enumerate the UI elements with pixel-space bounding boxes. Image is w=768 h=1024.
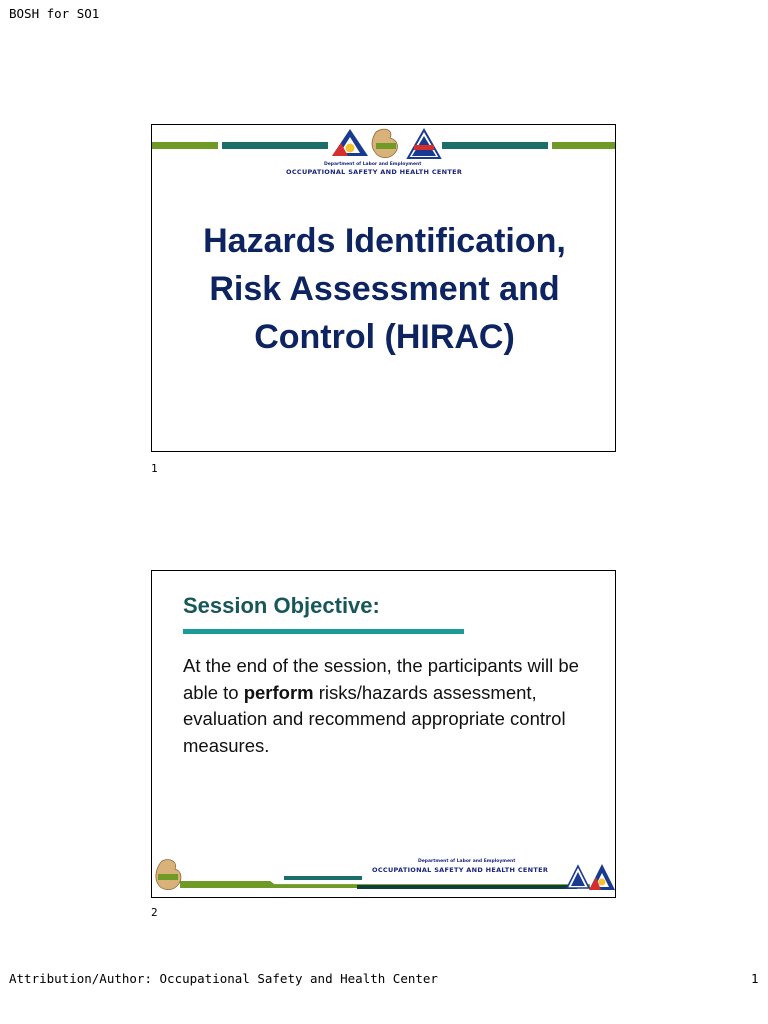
org-department: Department of Labor and Employment <box>324 162 422 167</box>
slide-2-body <box>183 653 593 759</box>
slide-1-title-line-1: Hazards Identification, <box>203 222 566 260</box>
slide-2-title: Session Objective: <box>183 593 380 618</box>
document-footer-attribution: Attribution/Author: Occupational Safety and Health Center <box>9 971 438 986</box>
slide-1-title-line-2: Risk Assessment and <box>209 270 560 308</box>
header-band-green-right <box>552 142 616 149</box>
slide-2-footer <box>152 856 616 898</box>
body-text-start: At the end of the session, the participants will be able to <box>183 655 579 703</box>
ph-map-seal-icon <box>154 858 184 892</box>
dole-logo-icon <box>332 129 368 156</box>
header-band-teal-right <box>442 142 548 149</box>
slide-2 <box>151 570 616 898</box>
oshc-logo-icon <box>408 130 440 158</box>
body-text-bold: perform <box>243 681 314 703</box>
slide-2-number: 2 <box>151 906 158 919</box>
slide-1 <box>151 124 616 452</box>
footer-org-department: Department of Labor and Employment <box>418 859 516 864</box>
document-header: BOSH for SO1 <box>9 6 100 21</box>
dole-logo-icon <box>589 864 615 890</box>
title-underline <box>183 629 464 634</box>
org-center: OCCUPATIONAL SAFETY AND HEALTH CENTER <box>286 168 463 176</box>
footer-band-teal <box>284 876 362 880</box>
slide-1-number: 1 <box>151 462 158 475</box>
header-band-teal-left <box>222 142 328 149</box>
document-page-number: 1 <box>751 971 759 986</box>
org-logos <box>328 126 442 162</box>
slide-1-title-line-3: Control (HIRAC) <box>254 318 515 356</box>
slide-1-title <box>152 217 616 361</box>
footer-band-dark <box>357 885 577 889</box>
footer-org-center: OCCUPATIONAL SAFETY AND HEALTH CENTER <box>372 866 549 874</box>
header-band-green-left <box>152 142 218 149</box>
body-text-end: risks/hazards assessment, evaluation and recommend appropriate control measures. <box>183 681 566 756</box>
org-logos-footer <box>565 858 615 894</box>
ph-map-seal-icon <box>372 129 397 158</box>
oshc-logo-icon <box>567 866 589 888</box>
